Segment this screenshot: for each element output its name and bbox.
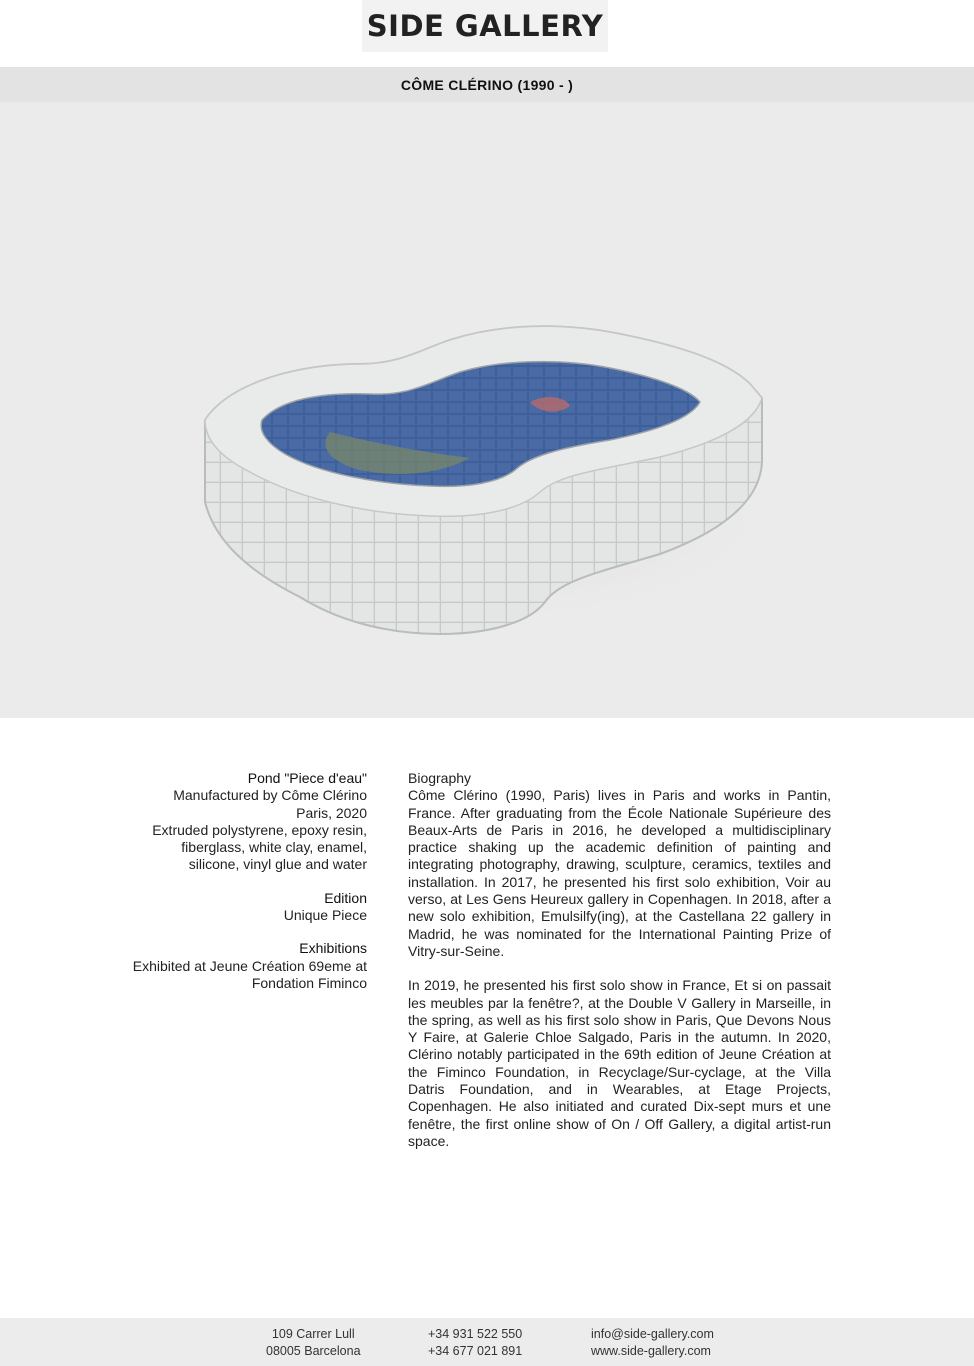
exhibitions-line: Exhibited at Jeune Création 69eme at (132, 957, 367, 974)
address-line: 109 Carrer Lull (271, 1327, 355, 1341)
footer-contact (591, 1326, 714, 1360)
biography-paragraph: Côme Clérino (1990, Paris) lives in Paris and works in Pantin, France. After graduating from the École Nationale Supérieure des Beaux-Arts de Paris in 2016, he developed a multidisciplinary practice shaking up the academic definition of painting and integrating photography, drawing, sculpture, ceramics, textiles and installation. In 2017, he presented his first solo exhibition, Voir au verso, at Les Gens Heureux gallery in Copenhagen. In 2018, after a new solo exhibition, Emulsilfy(ing), at the Castellana 22 gallery in Madrid, he was nominated for the International Painting Prize of Vitry-sur-Seine. (408, 787, 831, 959)
artwork-manufacturer: Manufactured by Côme Clérino (173, 787, 367, 804)
edition-value: Unique Piece (283, 907, 367, 924)
artwork-materials-line: Extruded polystyrene, epoxy resin, (152, 821, 367, 838)
website-link[interactable]: www.side-gallery.com (591, 1344, 711, 1358)
exhibitions-line: Fondation Fiminco (251, 974, 367, 991)
biography-paragraph: In 2019, he presented his first solo show in France, Et si on passait les meubles par la fenêtre?, at the Double V Gallery in Marseille, in the spring, as well as his first solo show in Paris, Que Devons Nous Y Faire, at Galerie Chloe Salgado, Paris in the autumn. In 2020, Clérino notably participated in the 69th edition of Jeune Création at the Fiminco Foundation, in Recyclage/Sur-cyclage, at the Villa Datris Foundation, and in Wearables, at Etage Projects, Copenhagen. He also initiated and curated Dix-sept murs et une fenêtre, the first online show of On / Off Gallery, a digital artist-run space. (408, 977, 831, 1149)
artwork-materials-line: silicone, vinyl glue and water (188, 856, 367, 873)
exhibitions-label: Exhibitions (299, 940, 367, 957)
biography-heading: Biography (408, 770, 472, 786)
artwork-photo (0, 102, 974, 718)
artist-banner (0, 67, 974, 102)
artwork-title: Pond "Piece d'eau" (247, 770, 367, 786)
gallery-logo-text: SIDE GALLERY (366, 9, 604, 43)
phone-number[interactable]: +34 677 021 891 (428, 1344, 523, 1358)
edition-block (100, 890, 367, 925)
artwork-info-block (100, 770, 367, 874)
exhibitions-block (100, 940, 367, 992)
email-link[interactable]: info@side-gallery.com (591, 1327, 714, 1341)
artist-name: CÔME CLÉRINO (1990 - ) (400, 76, 574, 93)
gallery-logo (362, 0, 608, 52)
footer-phones (428, 1326, 522, 1360)
biography-section (408, 770, 831, 1167)
artwork-materials-line: fiberglass, white clay, enamel, (181, 839, 367, 856)
footer-address (266, 1326, 361, 1360)
tiled-pond-sculpture-image (0, 102, 974, 718)
page-footer (0, 1318, 974, 1366)
address-line: 08005 Barcelona (266, 1344, 361, 1358)
edition-label: Edition (324, 889, 367, 906)
artwork-place-year: Paris, 2020 (296, 804, 367, 821)
artwork-details (100, 770, 367, 1008)
phone-number[interactable]: +34 931 522 550 (428, 1327, 523, 1341)
